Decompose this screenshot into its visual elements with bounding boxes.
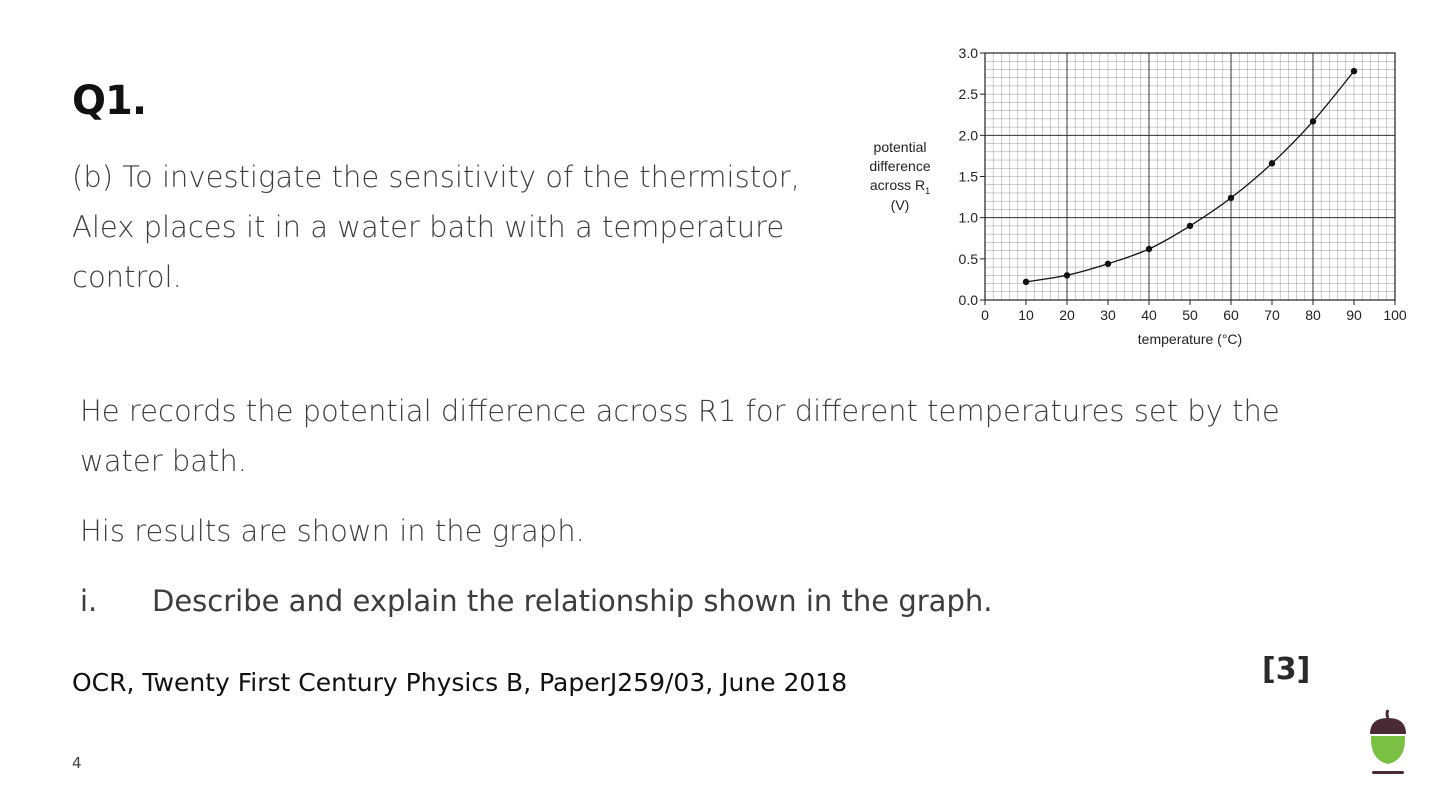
question-title: Q1. <box>72 78 147 124</box>
x-tick-label: 30 <box>1100 307 1116 323</box>
y-tick-label: 2.5 <box>958 86 978 103</box>
y-tick-label: 0.5 <box>958 250 978 267</box>
y-tick-label: 0.0 <box>958 292 978 308</box>
data-point <box>1269 160 1275 166</box>
data-point <box>1064 272 1070 278</box>
pd-vs-temperature-graph <box>850 40 1430 360</box>
x-tick-label: 10 <box>1018 307 1034 323</box>
intro-text: (b) To investigate the sensitivity of the thermistor, Alex places it in a water bath with a temperature control. <box>72 160 800 294</box>
y-tick-label: 1.0 <box>958 209 978 226</box>
data-point <box>1228 195 1234 201</box>
data-point <box>1146 246 1152 252</box>
source-citation: OCR, Twenty First Century Physics B, PaperJ259/03, June 2018 <box>72 668 848 697</box>
paragraph-results: His results are shown in the graph. <box>80 514 585 548</box>
y-axis-label-line: potential <box>873 139 927 155</box>
x-tick-label: 100 <box>1383 307 1407 323</box>
y-axis-label-line: (V) <box>890 197 910 213</box>
data-point <box>1187 223 1193 229</box>
y-axis-label <box>869 139 930 213</box>
question-number: i. <box>80 584 98 618</box>
x-tick-label: 80 <box>1305 307 1321 323</box>
x-tick-label: 90 <box>1346 307 1362 323</box>
y-axis-label-line <box>870 177 930 196</box>
x-axis-label: temperature (°C) <box>1137 331 1243 347</box>
y-axis-label-subscript: 1 <box>925 186 931 196</box>
y-tick-label: 2.0 <box>958 127 978 144</box>
page-number: 4 <box>72 754 82 772</box>
grid-minor <box>985 53 1395 300</box>
x-tick-label: 70 <box>1264 307 1280 323</box>
question-text: Describe and explain the relationship shown in the graph. <box>152 584 993 618</box>
x-tick-label: 20 <box>1059 307 1075 323</box>
marks-badge: [3] <box>1262 652 1311 687</box>
x-tick-label: 0 <box>981 307 989 323</box>
data-point <box>1105 261 1111 267</box>
y-tick-label: 3.0 <box>958 45 978 61</box>
y-axis-label-main: across R <box>869 177 926 193</box>
x-tick-label: 60 <box>1223 307 1239 323</box>
data-point <box>1310 118 1316 124</box>
y-axis-label-line: difference <box>869 158 931 174</box>
acorn-icon <box>1366 708 1410 778</box>
x-tick-label: 40 <box>1141 307 1157 323</box>
x-tick-label: 50 <box>1182 307 1198 323</box>
paragraph-records: He records the potential difference across R1 for different temperatures set by the water bath. <box>80 394 1280 478</box>
data-point <box>1351 68 1357 74</box>
data-point <box>1023 279 1029 285</box>
y-tick-label: 1.5 <box>958 168 978 185</box>
